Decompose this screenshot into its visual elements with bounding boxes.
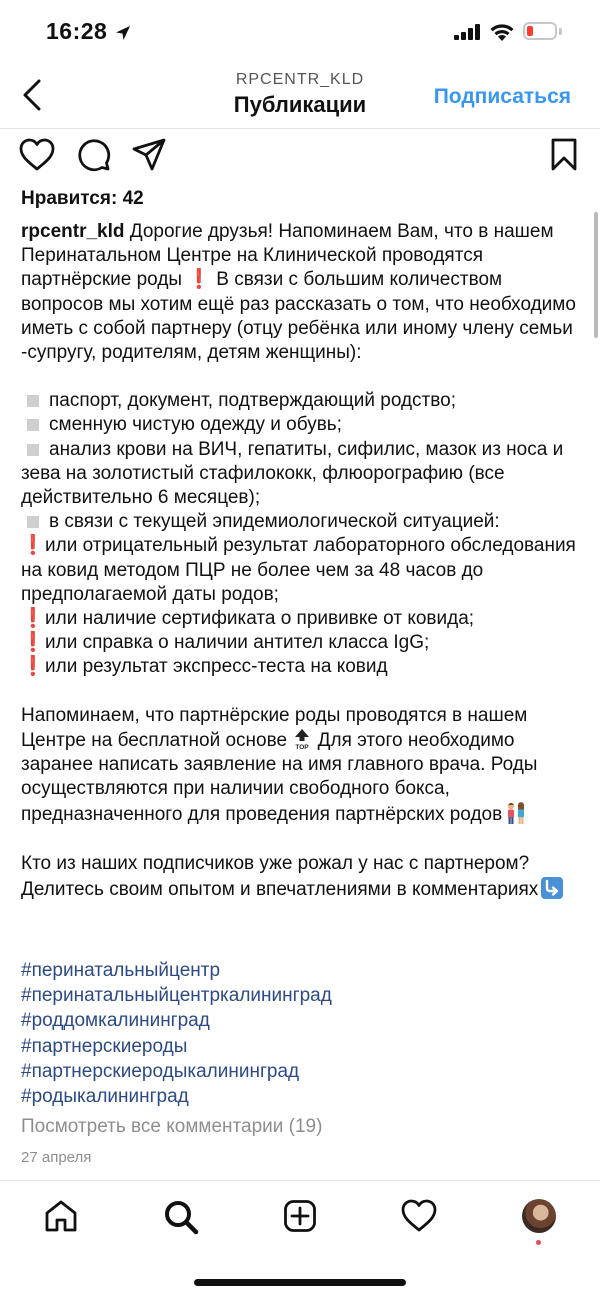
comment-bubble-icon[interactable] xyxy=(77,138,111,172)
bookmark-icon[interactable] xyxy=(550,138,578,172)
profile-avatar[interactable] xyxy=(522,1199,556,1233)
new-post-icon[interactable] xyxy=(283,1199,317,1233)
hashtag-link[interactable]: #партнерскиероды xyxy=(21,1035,188,1057)
post-date: 27 апреля xyxy=(21,1149,92,1166)
grey-square-icon xyxy=(27,395,39,407)
post-caption xyxy=(21,220,581,902)
couple-emoji-icon xyxy=(504,801,528,825)
grey-square-icon xyxy=(27,444,39,456)
paper-plane-icon[interactable] xyxy=(132,138,166,172)
heart-icon[interactable] xyxy=(19,138,55,172)
post-actions xyxy=(0,134,600,178)
grey-square-icon xyxy=(27,516,39,528)
list-item: сменную чистую одежду и обувь; xyxy=(21,413,581,437)
list-item: паспорт, документ, подтверждающий родство; xyxy=(21,389,581,413)
exclamation-icon: ❗ xyxy=(21,608,45,630)
status-bar xyxy=(0,0,600,62)
cellular-signal-icon xyxy=(454,24,482,40)
caption-paragraph: Кто из наших подписчиков уже рожал у нас с партнером? Делитесь своим опытом и впечатлениями в комментариях xyxy=(21,852,581,902)
battery-icon xyxy=(523,22,557,40)
wifi-icon xyxy=(489,22,515,42)
nav-header xyxy=(0,62,600,129)
home-indicator[interactable] xyxy=(194,1279,406,1286)
caption-intro: rpcentr_kld Дорогие друзья! Напоминаем Вам, что в нашем Перинатальном Центре на Клинической проводятся партнёрские роды ❗ В связи с большим количеством вопросов мы хотим ещё раз рассказать о том, что необходимо иметь с собой партнеру (отцу ребёнка или иному члену семьи -супругу, родителям, детям женщины): xyxy=(21,221,576,364)
exclamation-icon: ❗ xyxy=(21,632,45,654)
location-arrow-icon xyxy=(114,24,132,42)
follow-button[interactable]: Подписаться xyxy=(433,85,571,108)
hashtag-link[interactable]: #партнерскиеродыкалининград xyxy=(21,1060,300,1082)
notification-dot xyxy=(536,1240,541,1245)
exclamation-icon: ❗ xyxy=(21,656,45,678)
page-title: Публикации xyxy=(233,92,367,117)
list-item: ❗или отрицательный результат лабораторного обследования на ковид методом ПЦР не более чем за 48 часов до предполагаемой даты родов; xyxy=(21,535,576,605)
list-item: ❗или наличие сертификата о прививке от ковида; xyxy=(21,607,581,631)
top-arrow-emoji-icon xyxy=(292,728,312,750)
scrollbar[interactable] xyxy=(594,212,598,338)
view-comments-link[interactable]: Посмотреть все комментарии (19) xyxy=(21,1116,323,1137)
hashtag-link[interactable]: #перинатальныйцентр xyxy=(21,960,221,981)
list-item: анализ крови на ВИЧ, гепатиты, сифилис, мазок из носа и зева на золотистый стафилококк, флюорографию (все действительно 6 месяцев); xyxy=(21,438,564,509)
grey-square-icon xyxy=(27,419,39,431)
likes-count[interactable]: Нравится: 42 xyxy=(21,188,144,209)
hashtag-link[interactable]: #роддомкалининград xyxy=(21,1010,210,1032)
home-icon[interactable] xyxy=(44,1199,78,1233)
hashtag-link[interactable]: #перинатальныйцентркалининград xyxy=(21,985,332,1007)
exclamation-icon: ❗ xyxy=(187,269,212,291)
arrow-down-right-emoji-icon xyxy=(540,876,564,900)
caption-paragraph: Напоминаем, что партнёрские роды проводятся в нашем Центре на бесплатной основе TOP Для этого необходимо заранее написать заявление на имя главного врача. Роды осуществляются при наличии свободного бокса, предназначенного для проведения партнёрских родов xyxy=(21,704,538,826)
hashtag-list xyxy=(21,958,332,1109)
search-icon[interactable] xyxy=(163,1199,199,1235)
hashtag-link[interactable]: #родыкалининград xyxy=(21,1086,189,1108)
account-name: RPCENTR_KLD xyxy=(235,71,365,88)
list-item: ❗или результат экспресс-теста на ковид xyxy=(21,655,581,679)
activity-heart-icon[interactable] xyxy=(401,1199,437,1233)
list-item: в связи с текущей эпидемиологической ситуацией: xyxy=(21,510,581,534)
list-item: ❗или справка о наличии антител класса IgG; xyxy=(21,631,581,655)
svg-text:TOP: TOP xyxy=(295,743,309,750)
status-time: 16:28 xyxy=(46,18,108,44)
caption-username[interactable]: rpcentr_kld xyxy=(21,221,125,242)
exclamation-icon: ❗ xyxy=(21,535,45,557)
